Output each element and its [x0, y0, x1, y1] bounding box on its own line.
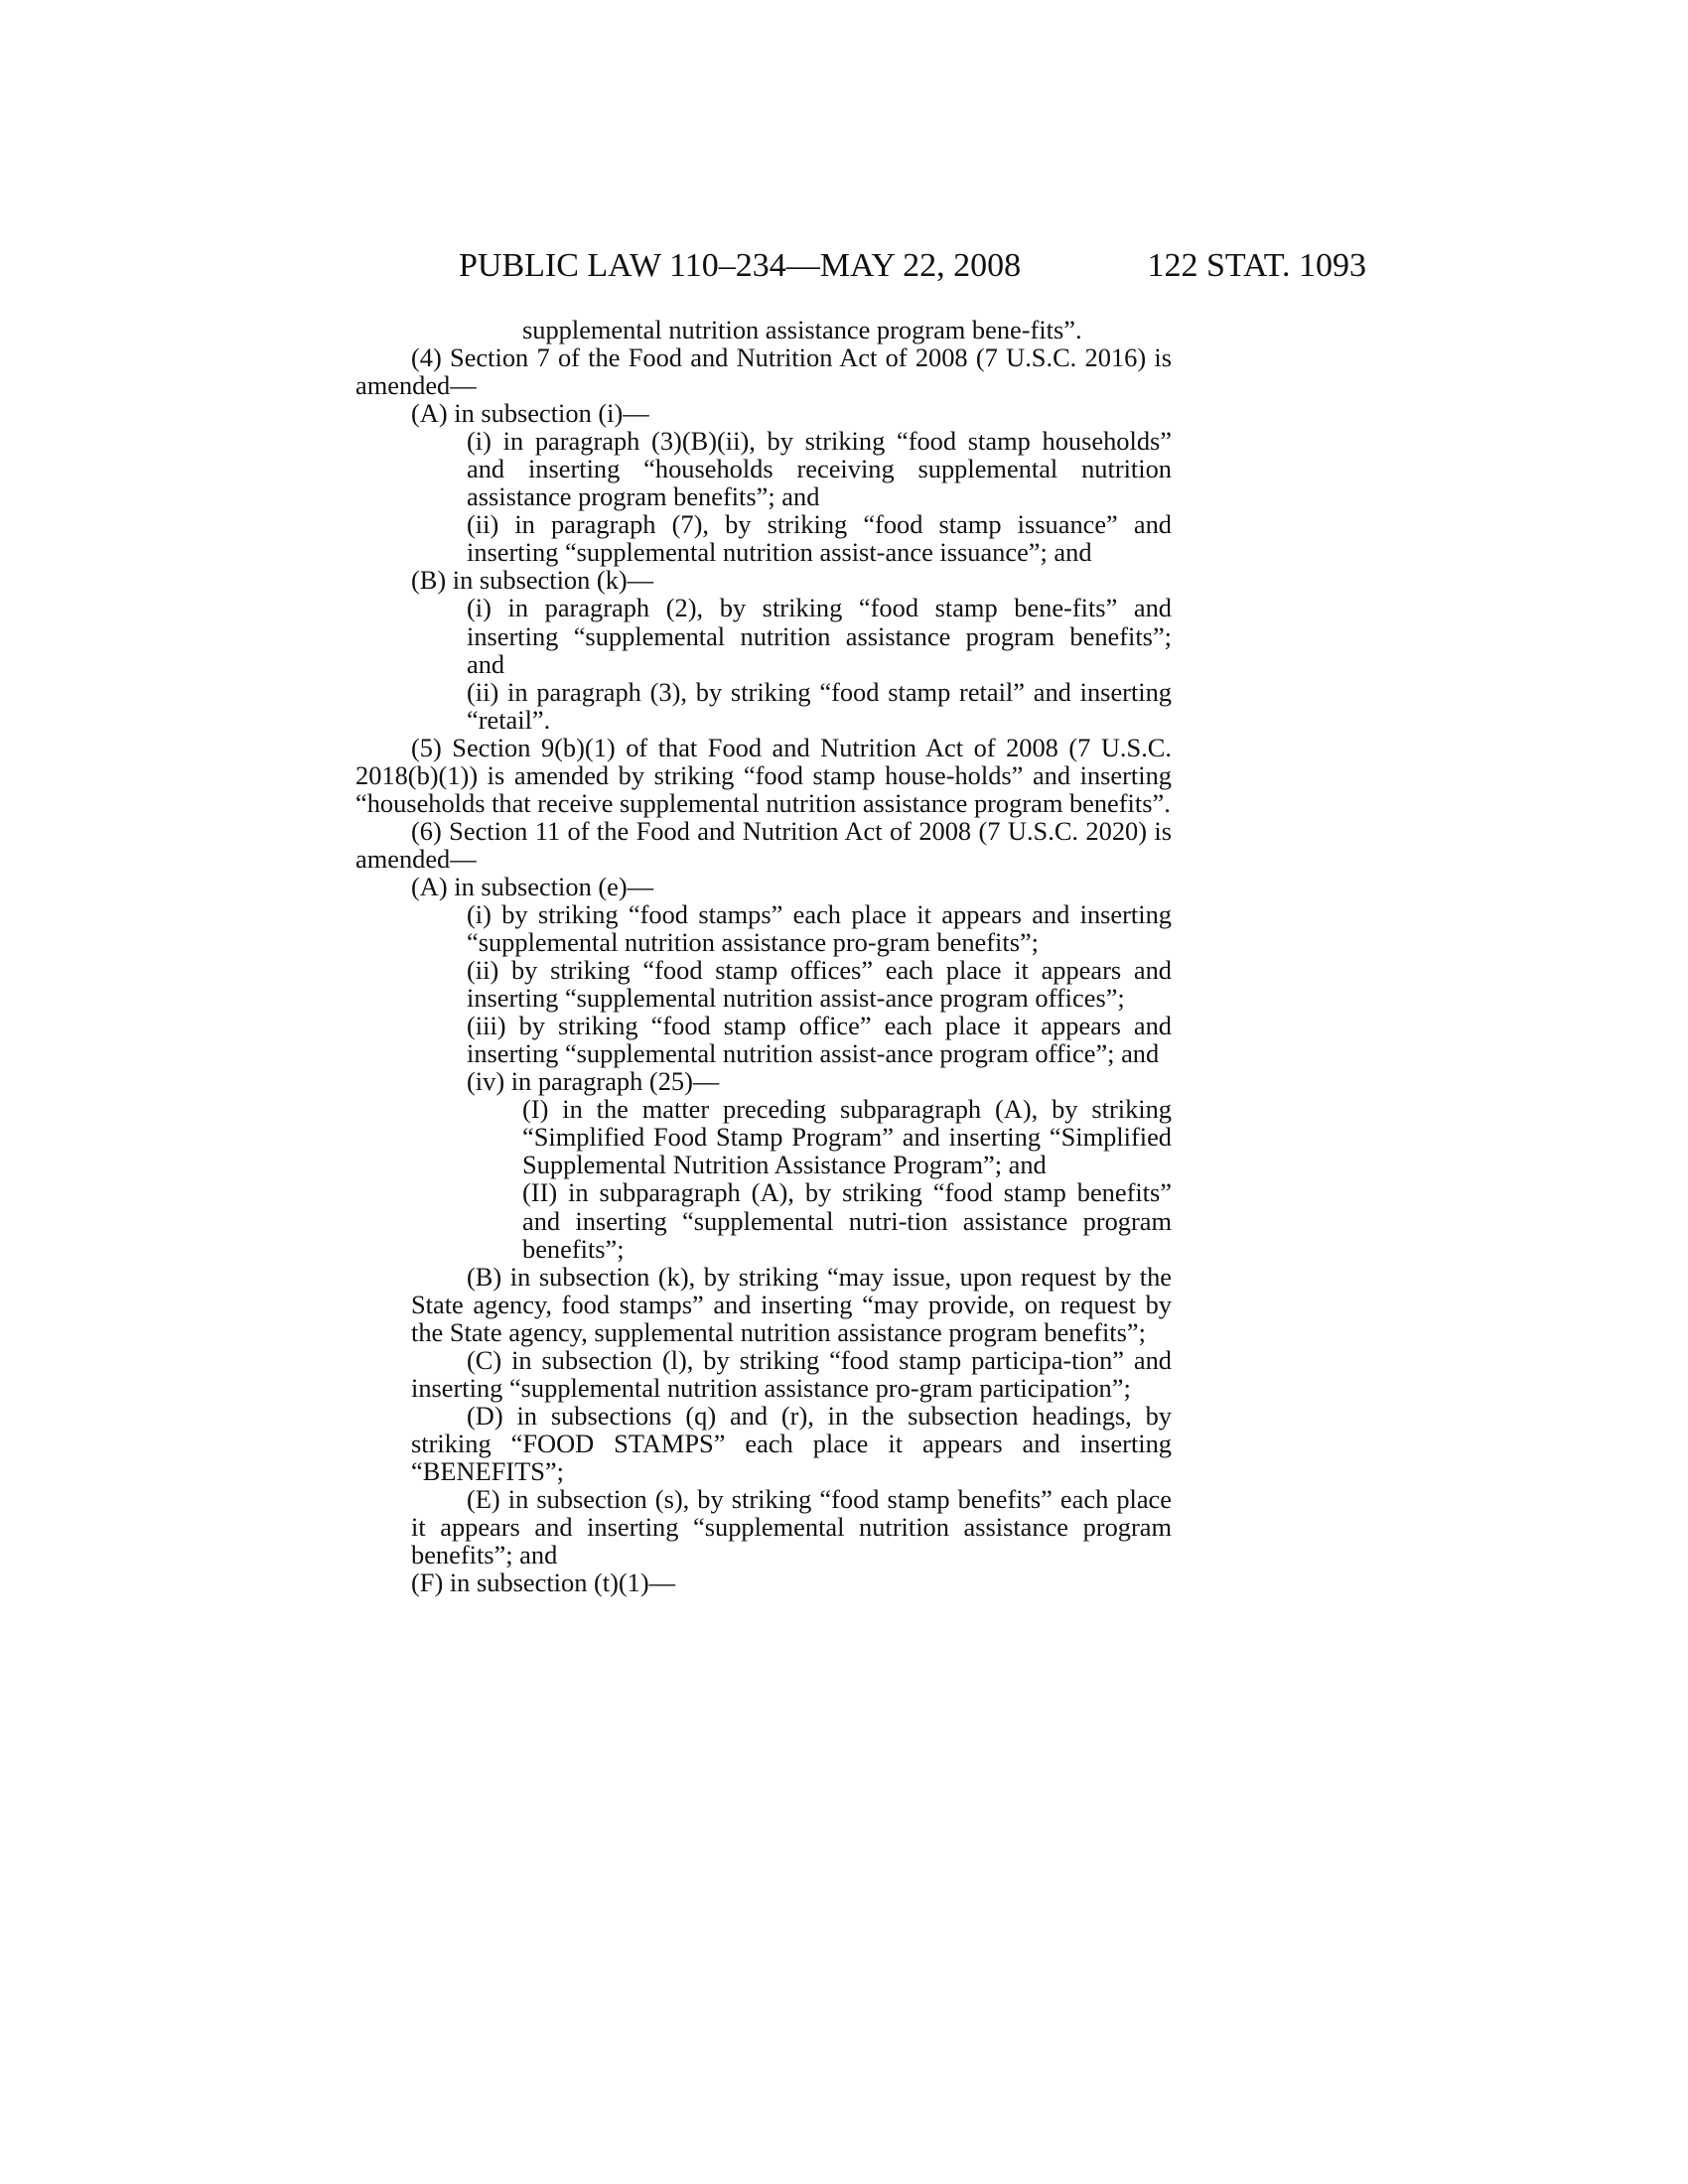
clause-i-paragraph-2: (i) in paragraph (2), by striking “food stamp bene-fits” and inserting “supplemental nutrition assistance program benefits”; and: [467, 593, 1172, 679]
clause-iv-paragraph-25: (iv) in paragraph (25)—: [467, 1066, 720, 1097]
clause-ii-paragraph-3-retail: (ii) in paragraph (3), by striking “food stamp retail” and inserting “retail”.: [467, 676, 1172, 735]
paragraph-section-11: (6) Section 11 of the Food and Nutrition Act of 2008 (7 U.S.C. 2020) is amended—: [355, 815, 1172, 874]
clause-i-paragraph-3: (i) in paragraph (3)(B)(ii), by striking “food stamp households” and inserting “households receiving supplemental nutrition assistance program benefits”; and: [467, 426, 1172, 512]
paragraph-4-fits: supplemental nutrition assistance program bene-fits”.: [522, 315, 1082, 344]
subclause-i-simplified-program: (I) in the matter preceding subparagraph (A), by striking “Simplified Food Stamp Program” and inserting “Simplified Supplemental Nutrition Assistance Program”; and: [522, 1094, 1172, 1180]
subparagraph-f-subsection-t: (F) in subsection (t)(1)—: [411, 1568, 676, 1598]
subparagraph-a-subsection-e: (A) in subsection (e)—: [411, 871, 654, 901]
clause-ii-food-stamp-offices: (ii) by striking “food stamp offices” each place it appears and inserting “supplemental nutrition assist-ance program offices”;: [467, 955, 1172, 1014]
subparagraph-b-subsection-k-issue: (B) in subsection (k), by striking “may issue, upon request by the State agency, food stamps” and inserting “may provide, on request by the State agency, supplemental nutrition assistance program benefits”;: [411, 1261, 1172, 1347]
subclause-ii-subparagraph-a: (II) in subparagraph (A), by striking “food stamp benefits” and inserting “supplemental nutri-tion assistance program benefits”;: [522, 1177, 1172, 1264]
subparagraph-c-subsection-l: (C) in subsection (l), by striking “food stamp participa-tion” and inserting “supplemental nutrition assistance pro-gram participation”;: [411, 1344, 1172, 1403]
paragraph-section-9: (5) Section 9(b)(1) of that Food and Nutrition Act of 2008 (7 U.S.C. 2018(b)(1)) is amended by striking “food stamp house-holds” and inserting “households that receive supplemental nutrition assistance program benefits”.: [355, 732, 1172, 818]
running-head-title: PUBLIC LAW 110–234—MAY 22, 2008: [459, 247, 1022, 284]
subparagraph-b-subsection-k: (B) in subsection (k)—: [411, 565, 654, 596]
subparagraph-a-subsection-i: (A) in subsection (i)—: [411, 398, 649, 429]
clause-iii-food-stamp-office: (iii) by striking “food stamp office” each place it appears and inserting “supplemental nutrition assist-ance program office”; and: [467, 1011, 1172, 1069]
statute-page-number: 122 STAT. 1093: [1147, 247, 1366, 284]
subparagraph-d-subsections-q-r: (D) in subsections (q) and (r), in the subsection headings, by striking “FOOD STAMPS” each place it appears and inserting “BENEFITS”;: [411, 1400, 1172, 1486]
clause-i-food-stamps: (i) by striking “food stamps” each place it appears and inserting “supplemental nutrition assistance pro-gram benefits”;: [467, 898, 1172, 958]
law-text-body: [355, 316, 1172, 1596]
paragraph-section-7: (4) Section 7 of the Food and Nutrition Act of 2008 (7 U.S.C. 2016) is amended—: [355, 342, 1172, 401]
clause-ii-paragraph-7: (ii) in paragraph (7), by striking “food stamp issuance” and inserting “supplemental nutrition assist-ance issuance”; and: [467, 509, 1172, 568]
subparagraph-e-subsection-s: (E) in subsection (s), by striking “food stamp benefits” each place it appears and inserting “supplemental nutrition assistance program benefits”; and: [411, 1483, 1172, 1570]
page-header: [459, 246, 1366, 286]
